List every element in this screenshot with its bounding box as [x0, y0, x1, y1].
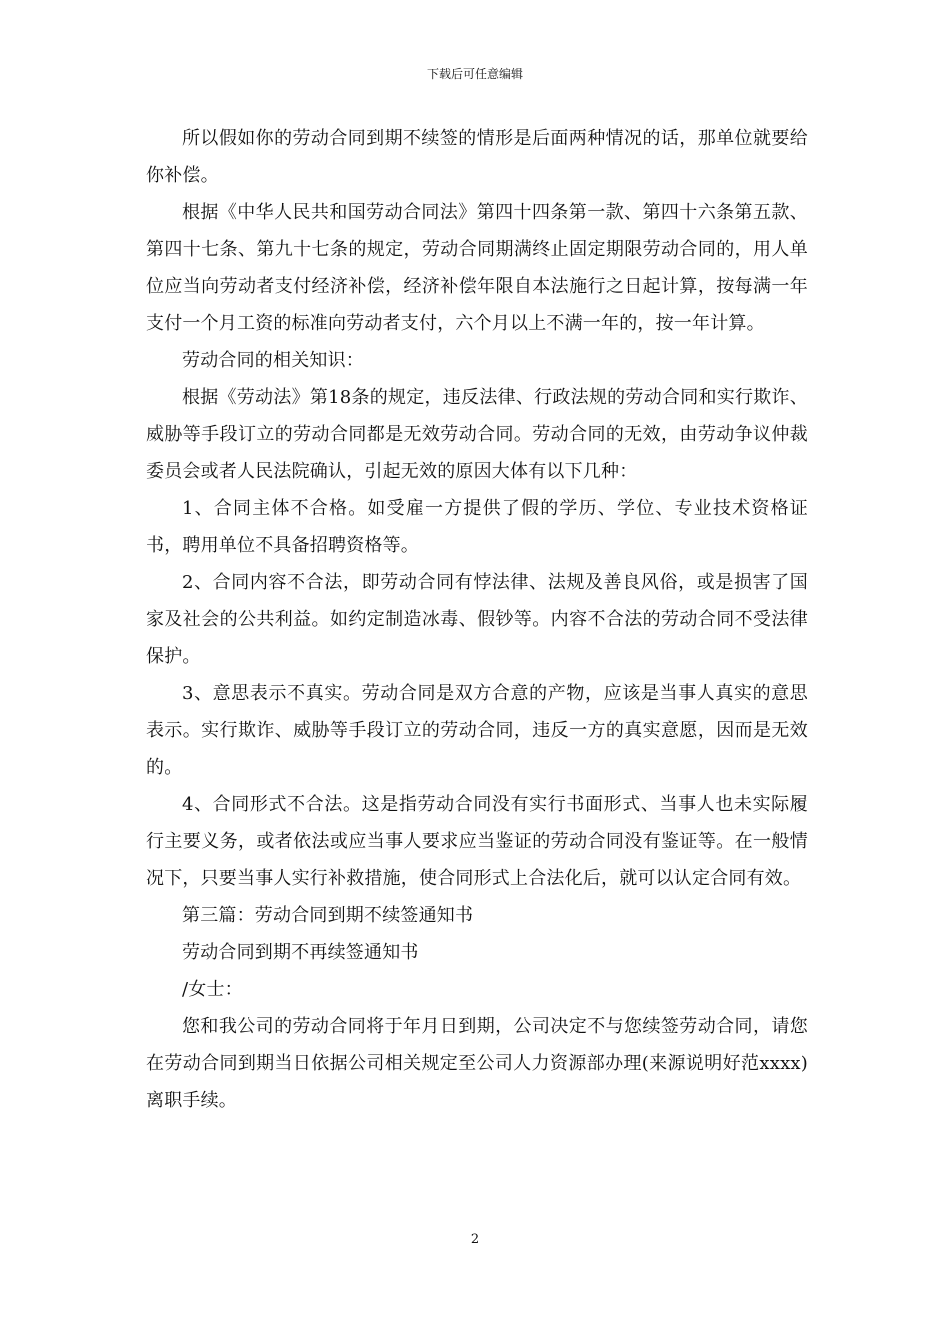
page-number: 2	[470, 1232, 480, 1247]
notice-title: 劳动合同到期不再续签通知书	[182, 942, 419, 963]
paragraph-1: 所以假如你的劳动合同到期不续签的情形是后面两种情况的话，那单位就要给你补偿。	[146, 128, 808, 186]
paragraph-4: 根据《劳动法》第18条的规定，违反法律、行政法规的劳动合同和实行欺诈、威胁等手段订立的劳动合同都是无效劳动合同。劳动合同的无效，由劳动争议仲裁委员会或者人民法院确认，引起无效的原因大体有以下几种：	[146, 387, 808, 482]
salutation: /女士：	[182, 979, 243, 1000]
document-body	[146, 120, 808, 1119]
paragraph-6: 2、合同内容不合法，即劳动合同有悖法律、法规及善良风俗，或是损害了国家及社会的公共利益。如约定制造冰毒、假钞等。内容不合法的劳动合同不受法律保护。	[146, 572, 808, 667]
page-header: 下载后可任意编辑	[426, 67, 523, 81]
paragraph-8: 4、合同形式不合法。这是指劳动合同没有实行书面形式、当事人也未实际履行主要义务，或者依法或应当事人要求应当鉴证的劳动合同没有鉴证等。在一般情况下，只要当事人实行补救措施，使合同形式上合法化后，就可以认定合同有效。	[146, 794, 808, 889]
paragraph-5: 1、合同主体不合格。如受雇一方提供了假的学历、学位、专业技术资格证书，聘用单位不具备招聘资格等。	[146, 498, 808, 556]
notice-body: 您和我公司的劳动合同将于年月日到期，公司决定不与您续签劳动合同，请您在劳动合同到期当日依据公司相关规定至公司人力资源部办理(来源说明好范xxxx)离职手续。	[146, 1016, 808, 1111]
paragraph-2: 根据《中华人民共和国劳动合同法》第四十四条第一款、第四十六条第五款、第四十七条、第九十七条的规定，劳动合同期满终止固定期限劳动合同的，用人单位应当向劳动者支付经济补偿，经济补偿年限自本法施行之日起计算，按每满一年支付一个月工资的标准向劳动者支付，六个月以上不满一年的，按一年计算。	[146, 202, 808, 334]
paragraph-3: 劳动合同的相关知识：	[182, 350, 364, 371]
paragraph-7: 3、意思表示不真实。劳动合同是双方合意的产物，应该是当事人真实的意思表示。实行欺诈、威胁等手段订立的劳动合同，违反一方的真实意愿，因而是无效的。	[146, 683, 808, 778]
section-heading: 第三篇：劳动合同到期不续签通知书	[182, 905, 474, 926]
